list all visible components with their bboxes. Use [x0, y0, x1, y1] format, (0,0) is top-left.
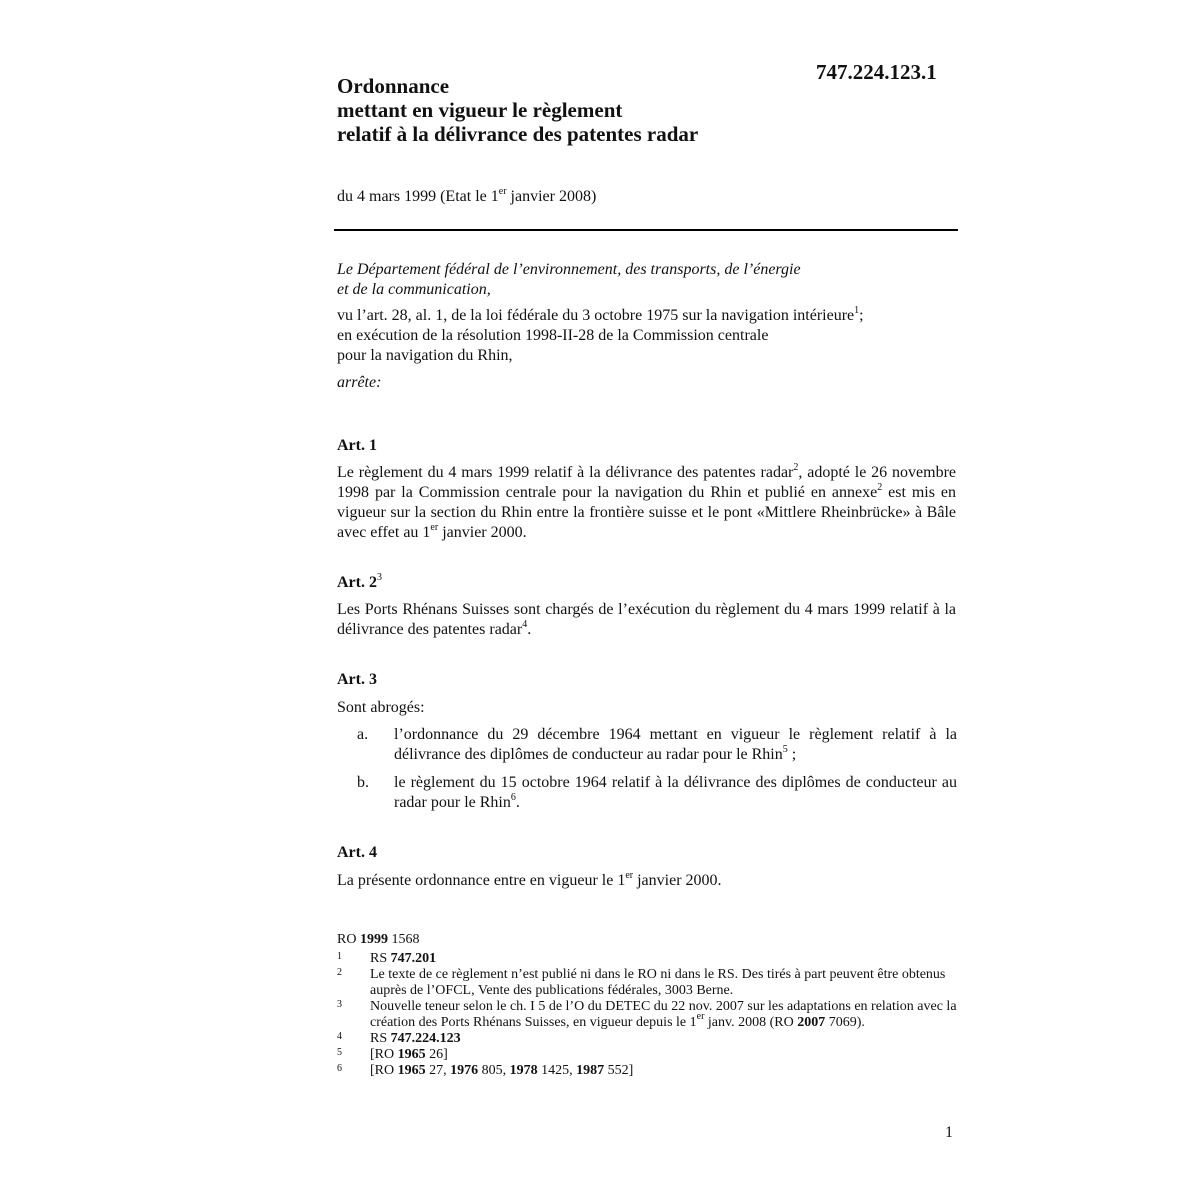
- page-number: 1: [945, 1124, 953, 1141]
- article-2-heading: Art. $2^3$: [337, 571, 382, 591]
- document-reference-number: 747.224.123.1: [816, 60, 937, 84]
- footnote-text: 747.201: [390, 951, 437, 966]
- footnote-ref[interactable]: 2: [793, 461, 799, 473]
- footnote-text: RS: [370, 951, 391, 966]
- footnote-text: 27,: [425, 1063, 451, 1078]
- footnote-text: Nouvelle teneur selon le ch. I 5 de l’O du DETEC du 22 nov. 2007 sur les adaptations en relation avec la création des Ports Rhénans Suisses, en vigueur depuis le 1: [370, 999, 957, 1030]
- footnote-ref[interactable]: 5: [782, 743, 788, 755]
- footnote-text: 1976: [450, 1063, 479, 1078]
- footnote-ref[interactable]: 6: [510, 791, 516, 803]
- footnote-text: 1965: [397, 1063, 426, 1078]
- footnote-text: 805,: [478, 1063, 510, 1078]
- footnote: [337, 967, 957, 999]
- article-1-text: Le règlement du 4 mars 1999 relatif à la délivrance des patentes radar$^2$, adopté le 26 novembre 1998 par la Commission centrale pour la navigation du Rhin et publié en annexe$^2$ est mis en vigueur sur la section du Rhin entre la frontière suisse et le pont «Mittlere Rheinbrücke» à Bâle avec effet au 1er janvier 2000.: [337, 461, 956, 541]
- repealed-list: [357, 725, 957, 821]
- footnote-text: 2007: [797, 1015, 826, 1030]
- document-date: du 4 mars 1999 (Etat le 1er janvier 2008): [337, 185, 597, 205]
- issuing-authority: Le Département fédéral de l’environnement, des transports, de l’énergie et de la communication,: [337, 261, 801, 298]
- footnote-text: 747.224.123: [390, 1031, 461, 1046]
- list-item: a. l’ordonnance du 29 décembre 1964 mettant en vigueur le règlement relatif à la délivrance des diplômes de conducteur au radar pour le Rhin$^5$ ;: [357, 726, 957, 763]
- footnote-number: 5: [337, 1047, 342, 1058]
- title-line: Ordonnance: [337, 74, 450, 98]
- footnote-number: 2: [337, 967, 342, 978]
- article-1-heading: Art. 1: [337, 437, 377, 454]
- footnote-text: 552]: [604, 1063, 634, 1078]
- footnote-text: er: [696, 1011, 705, 1023]
- footnote-text: [RO: [370, 1047, 398, 1062]
- title-line: relatif à la délivrance des patentes radar: [337, 122, 699, 146]
- article-4-heading: Art. 4: [337, 844, 377, 861]
- footnote-number: 4: [337, 1031, 342, 1042]
- footnote: [337, 999, 957, 1031]
- footnote: [337, 1063, 957, 1079]
- legal-basis-line: vu l’art. 28, al. 1, de la loi fédérale du 3 octobre 1975 sur la navigation intérieure$^1$;: [337, 304, 864, 324]
- footnote-text: 1978: [509, 1063, 538, 1078]
- footnote-text: [RO: [370, 1063, 398, 1078]
- footnote: [337, 1031, 957, 1047]
- footnote-text: 1987: [576, 1063, 605, 1078]
- footnote-text: 26]: [425, 1047, 448, 1062]
- footnote-text: 1965: [397, 1047, 426, 1062]
- footnotes: [337, 951, 957, 1079]
- title-line: mettant en vigueur le règlement: [337, 98, 623, 122]
- footnote-number: 6: [337, 1063, 342, 1074]
- footnote-text: 7069).: [825, 1015, 865, 1030]
- footnote: [337, 951, 957, 967]
- footnote: [337, 1047, 957, 1063]
- article-4-text: La présente ordonnance entre en vigueur le 1er janvier 2000.: [337, 869, 722, 889]
- official-collection-reference: RO 1999 1568: [337, 932, 420, 947]
- document-title: [337, 74, 698, 146]
- title-divider: [334, 229, 958, 231]
- footnote-text: janv. 2008 (RO: [704, 1015, 798, 1030]
- footnote-ref[interactable]: 4: [522, 618, 528, 630]
- decree-word: arrête:: [337, 374, 382, 391]
- footnote-number: 1: [337, 951, 342, 962]
- footnote-ref[interactable]: 1: [854, 304, 860, 316]
- legal-basis: vu l’art. 28, al. 1, de la loi fédérale du 3 octobre 1975 sur la navigation intérieure$^1$; en exécution de la résolution 1998-II-28 de la Commission centrale pour la navigation du Rhin,: [337, 306, 956, 366]
- footnote-text: 1425,: [537, 1063, 577, 1078]
- article-3-heading: Art. 3: [337, 671, 377, 688]
- footnote-text: Le texte de ce règlement n’est publié ni dans le RO ni dans le RS. Des tirés à part peuvent être obtenus auprès de l’OFCL, Vente des publications fédérales, 3003 Berne.: [370, 967, 946, 998]
- article-3-intro: Sont abrogés:: [337, 699, 425, 716]
- footnote-text: RS: [370, 1031, 391, 1046]
- article-2-text: Les Ports Rhénans Suisses sont chargés de l’exécution du règlement du 4 mars 1999 relatif à la délivrance des patentes radar$^4$.: [337, 601, 956, 638]
- list-item: b. le règlement du 15 octobre 1964 relatif à la délivrance des diplômes de conducteur au radar pour le Rhin$^6$.: [357, 774, 957, 811]
- footnote-number: 3: [337, 999, 342, 1010]
- footnote-ref[interactable]: 3: [376, 571, 382, 583]
- footnote-ref[interactable]: 2: [877, 481, 883, 493]
